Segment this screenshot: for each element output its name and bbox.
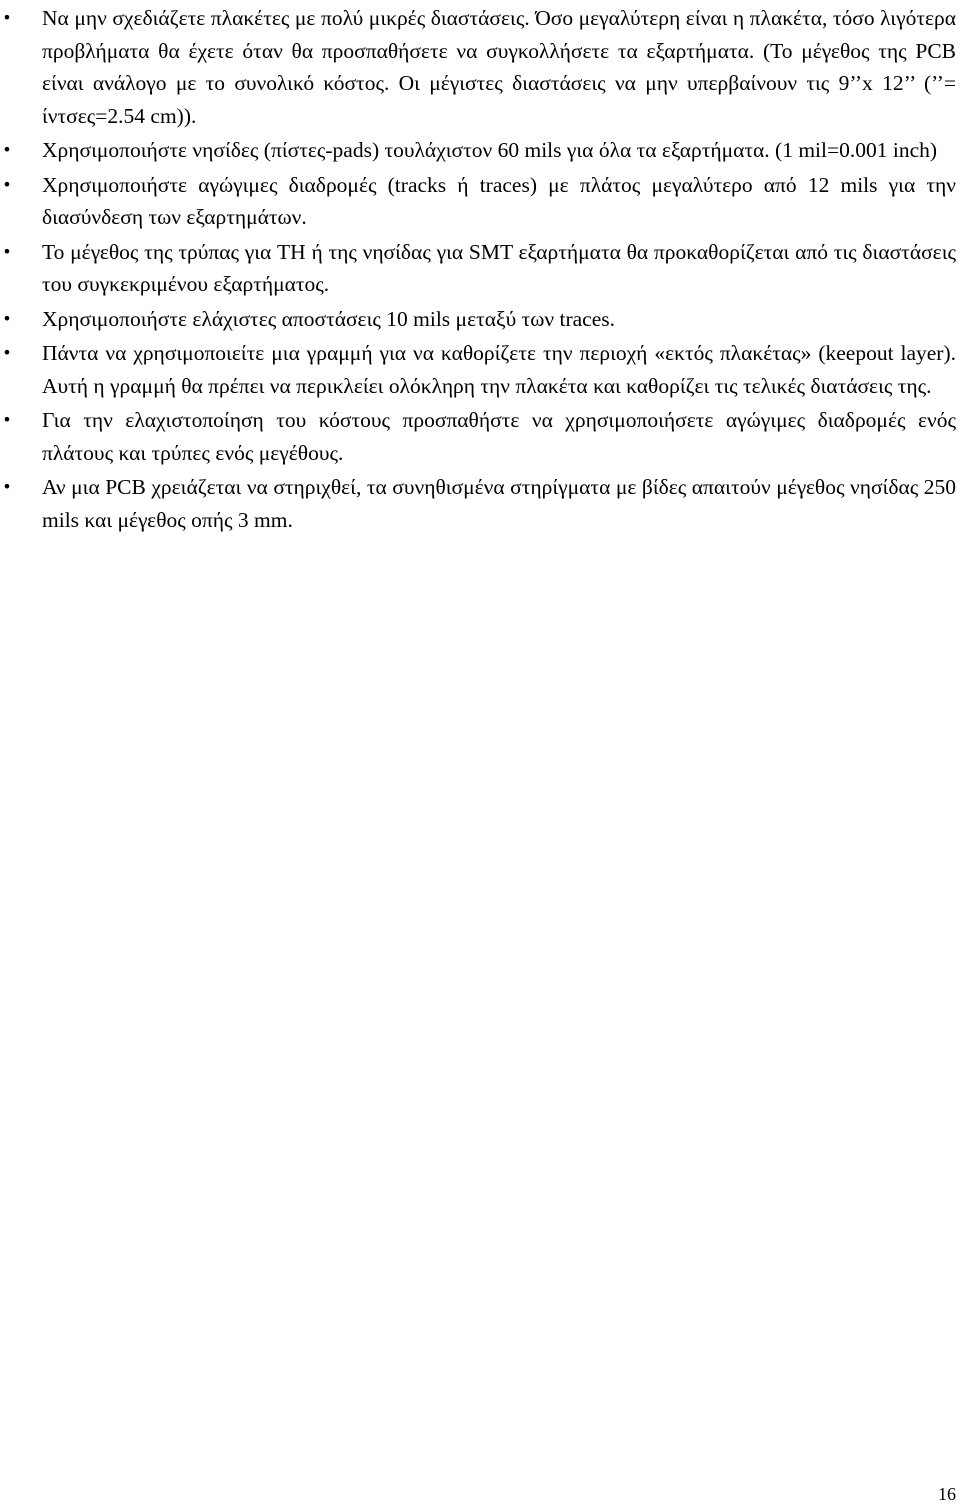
list-item [0, 236, 956, 301]
list-item [0, 337, 956, 402]
list-item [0, 471, 956, 536]
page-number: 16 [938, 1484, 956, 1504]
list-item [0, 404, 956, 469]
list-item-text: Αν μια PCB χρειάζεται να στηριχθεί, τα συνηθισμένα στηρίγματα με βίδες απαιτούν μέγεθος νησίδας 250 mils και μέγεθος οπής 3 mm. [42, 475, 956, 532]
list-item [0, 2, 956, 132]
bullet-icon: • [2, 308, 12, 328]
list-item-text: Χρησιμοποιήστε ελάχιστες αποστάσεις 10 mils μεταξύ των traces. [42, 306, 616, 331]
list-item-text: Πάντα να χρησιμοποιείτε μια γραμμή για να καθορίζετε την περιοχή «εκτός πλακέτας» (keepout layer). Αυτή η γραμμή θα πρέπει να περικλείει ολόκληρη την πλακέτα και καθορίζει τις τελικές διατάσεις της. [42, 341, 956, 398]
bullet-icon: • [2, 410, 12, 429]
guideline-list [0, 2, 960, 538]
bullet-icon: • [2, 477, 12, 496]
bullet-icon: • [2, 174, 12, 194]
list-item [0, 303, 956, 336]
bullet-icon: • [2, 343, 12, 362]
bullet-icon: • [2, 241, 12, 261]
list-item-text: Για την ελαχιστοποίηση του κόστους προσπαθήστε να χρησιμοποιήσετε αγώγιμες διαδρομές ενός πλάτους και τρύπες ενός μεγέθους. [42, 408, 956, 465]
list-item [0, 134, 956, 167]
list-item-text: Χρησιμοποιήστε νησίδες (πίστες-pads) τουλάχιστον 60 mils για όλα τα εξαρτήματα. (1 mil=0.001 inch) [42, 138, 938, 162]
bullet-icon: • [2, 140, 12, 159]
list-item-text: Χρησιμοποιήστε αγώγιμες διαδρομές (tracks ή traces) με πλάτος μεγαλύτερο από 12 mils για την διασύνδεση των εξαρτημάτων. [42, 172, 956, 229]
bullet-icon: • [2, 8, 12, 27]
list-item [0, 169, 956, 234]
list-item-text: Το μέγεθος της τρύπας για TH ή της νησίδας για SMT εξαρτήματα θα προκαθορίζεται από τις διαστάσεις του συγκεκριμένου εξαρτήματος. [42, 239, 956, 296]
list-item-text: Να μην σχεδιάζετε πλακέτες με πολύ μικρές διαστάσεις. Όσο μεγαλύτερη είναι η πλακέτα, τόσο λιγότερα προβλήματα θα έχετε όταν θα προσπαθήσετε να συγκολλήσετε τα εξαρτήματα. (Το μέγεθος της PCB είναι ανάλογο με το συνολικό κόστος. Οι μέγιστες διαστάσεις να μην υπερβαίνουν τις 9’’x 12’’ (’’= ίντσες=2.54 cm)). [42, 6, 956, 128]
